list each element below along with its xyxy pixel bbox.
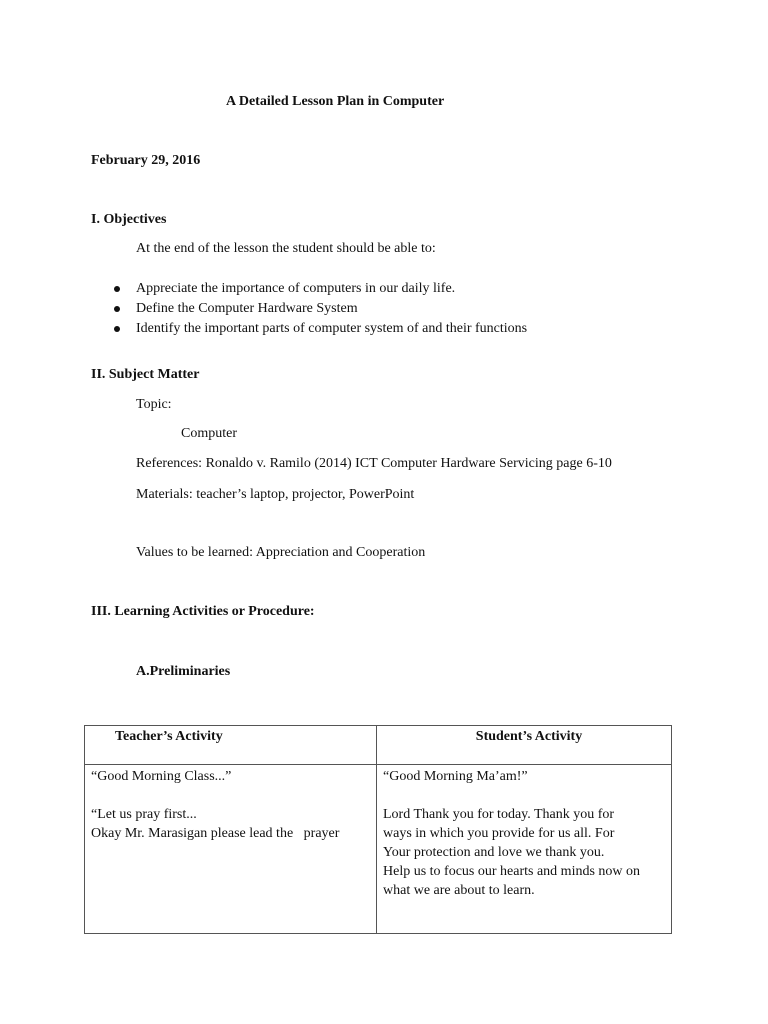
procedure-heading: III. Learning Activities or Procedure: (91, 604, 315, 619)
objectives-heading: I. Objectives (91, 212, 167, 227)
bullet-icon (114, 326, 120, 332)
table-row (85, 765, 672, 934)
table-header-row (85, 726, 672, 765)
teacher-line: “Let us pray first... (91, 807, 197, 822)
teacher-line: “Good Morning Class...” (91, 769, 232, 784)
objective-item (112, 300, 527, 320)
student-line: what we are about to learn. (383, 883, 535, 898)
preliminaries-heading: A.Preliminaries (136, 664, 231, 679)
teacher-line: Okay Mr. Marasigan please lead the prayer (91, 826, 340, 841)
objective-text: Define the Computer Hardware System (136, 301, 358, 316)
student-line: Your protection and love we thank you. (383, 845, 605, 860)
subject-matter-heading: II. Subject Matter (91, 367, 200, 382)
student-line: Help us to focus our hearts and minds now on (383, 864, 641, 879)
student-line (383, 786, 665, 805)
teacher-activity-header: Teacher’s Activity (85, 726, 377, 765)
objective-text: Appreciate the importance of computers in our daily life. (136, 281, 456, 296)
materials-text: Materials: teacher’s laptop, projector, PowerPoint (136, 487, 415, 502)
values-text: Values to be learned: Appreciation and Cooperation (136, 545, 426, 560)
student-line: Lord Thank you for today. Thank you for (383, 807, 615, 822)
topic-label: Topic: (136, 397, 172, 412)
activities-table (84, 725, 672, 934)
teacher-line (91, 786, 370, 805)
bullet-icon (114, 286, 120, 292)
student-activity-cell (377, 765, 672, 934)
topic-value: Computer (181, 426, 237, 441)
objective-item (112, 280, 527, 300)
objective-item (112, 320, 527, 340)
objectives-intro: At the end of the lesson the student should be able to: (136, 241, 436, 256)
bullet-icon (114, 306, 120, 312)
objectives-list (112, 280, 527, 340)
student-line: ways in which you provide for us all. For (383, 826, 615, 841)
student-activity-header: Student’s Activity (377, 726, 672, 765)
objective-text: Identify the important parts of computer system of and their functions (136, 321, 528, 336)
document-title: A Detailed Lesson Plan in Computer (226, 94, 445, 109)
lesson-date: February 29, 2016 (91, 153, 201, 168)
teacher-activity-cell (85, 765, 377, 934)
student-line: “Good Morning Ma’am!” (383, 769, 528, 784)
references-text: References: Ronaldo v. Ramilo (2014) ICT Computer Hardware Servicing page 6-10 (136, 456, 612, 471)
